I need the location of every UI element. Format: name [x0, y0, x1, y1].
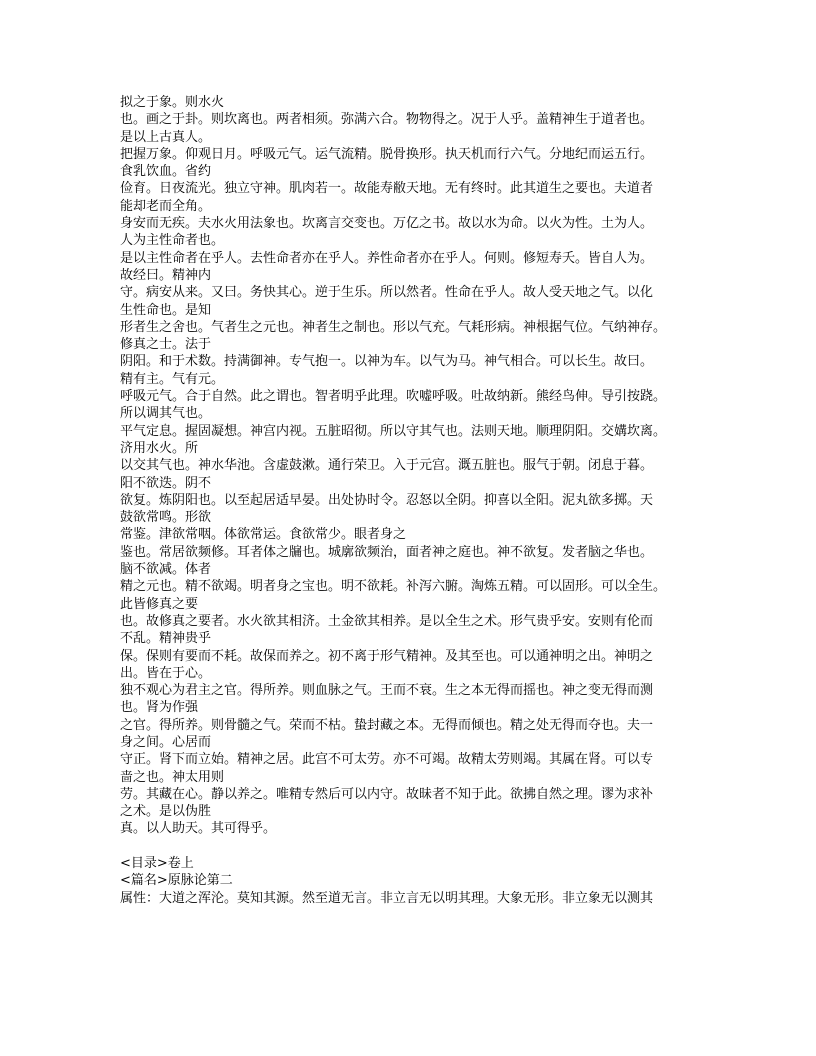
text-line: 鼓欲常鸣。形欲 [120, 510, 212, 526]
text-line: 以交其气也。神水华池。含虚鼓漱。通行荣卫。入于元宫。溉五脏也。服气于朝。闭息于暮。 [120, 458, 654, 474]
text-line: 是以主性命者在乎人。去性命者亦在乎人。养性命者亦在乎人。何则。修短寿夭。皆自人为。 [120, 250, 654, 266]
text-line: 独不观心为君主之官。得所养。则血脉之气。王而不衰。生之本无得而摇也。神之变无得而测 [120, 683, 654, 699]
text-line: 能却老而全角。 [120, 198, 212, 214]
text-line: 平气定息。握固凝想。神宫内视。五脏昭彻。所以守其气也。法则天地。顺理阴阳。交媾坎离。 [120, 423, 667, 439]
body-text [120, 94, 696, 838]
text-line: 也。故修真之要者。水火欲其相济。土金欲其相养。是以全生之术。形气贵乎安。安则有伦而 [120, 613, 654, 629]
text-line: 故经曰。精神内 [120, 267, 212, 283]
text-line: 是以上古真人。 [120, 129, 212, 145]
text-line: 身安而无疾。夫水火用法象也。坎离言交变也。万亿之书。故以水为命。以火为性。土为人。 [120, 216, 654, 232]
text-line: 生性命也。是知 [120, 302, 212, 318]
attribute-line: 属性：大道之浑沦。莫知其源。然至道无言。非立言无以明其理。大象无形。非立象无以测其 [120, 890, 654, 906]
text-line: 守正。肾下而立始。精神之居。此宫不可太劳。亦不可竭。故精太劳则竭。其属在肾。可以专 [120, 752, 654, 768]
text-line: 此皆修真之要 [120, 596, 199, 612]
text-line: 守。病安从来。又曰。务快其心。逆于生乐。所以然者。性命在乎人。故人受天地之气。以化 [120, 285, 654, 301]
text-line: 形者生之舍也。气者生之元也。神者生之制也。形以气充。气耗形病。神根据气位。气纳神存。 [120, 319, 667, 335]
toc-line: <目录>卷上 [120, 856, 194, 872]
text-line: 俭育。日夜流光。独立守神。肌肉若一。故能寿敝天地。无有终时。此其道生之要也。夫道者 [120, 181, 654, 197]
text-line: 阳不欲迭。阴不 [120, 475, 212, 491]
text-line: 之术。是以伪胜 [120, 804, 212, 820]
text-line: 精有主。气有元。 [120, 371, 225, 387]
chapter-title-line: <篇名>原脉论第二 [120, 873, 233, 889]
text-line: 欲复。炼阴阳也。以至起居适早晏。出处协时令。忍怒以全阴。抑喜以全阳。泥丸欲多掷。天 [120, 492, 654, 508]
text-line: 脑不欲减。体者 [120, 562, 212, 578]
text-line: 人为主性命者也。 [120, 233, 225, 249]
paragraph-gap [120, 838, 696, 855]
text-line: 不乱。精神贵乎 [120, 631, 212, 647]
text-line: 啬之也。神太用则 [120, 769, 225, 785]
text-line: 身之间。心居而 [120, 734, 212, 750]
text-line: 精之元也。精不欲竭。明者身之宝也。明不欲耗。补泻六腑。淘炼五精。可以固形。可以全生。 [120, 579, 667, 595]
text-line: 所以调其气也。 [120, 406, 212, 422]
text-line: 出。皆在于心。 [120, 665, 212, 681]
text-line: 鉴也。常居欲频修。耳者体之牖也。城廓欲频治，面者神之庭也。神不欲复。发者脑之华也。 [120, 544, 654, 560]
text-line: 修真之士。法于 [120, 337, 212, 353]
text-line: 劳。其藏在心。静以养之。唯精专然后可以内守。故昧者不知于此。欲拂自然之理。谬为求补 [120, 786, 654, 802]
text-line: 真。以人助天。其可得乎。 [120, 821, 277, 837]
text-line: 食乳饮血。省约 [120, 164, 212, 180]
text-line: 也。画之于卦。则坎离也。两者相须。弥满六合。物物得之。况于人乎。盖精神生于道者也。 [120, 112, 654, 128]
text-line: 拟之于象。则水火 [120, 95, 225, 110]
text-line: 阴阳。和于术数。持满御神。专气抱一。以神为车。以气为马。神气相合。可以长生。故曰。 [120, 354, 654, 370]
text-line: 之官。得所养。则骨髓之气。荣而不枯。蛰封藏之本。无得而倾也。精之处无得而夺也。夫一 [120, 717, 654, 733]
text-line: 呼吸元气。合于自然。此之谓也。智者明乎此理。吹嘘呼吸。吐故纳新。熊经鸟伸。导引按跷。 [120, 389, 667, 405]
document-page [120, 94, 696, 907]
text-line: 把握万象。仰观日月。呼吸元气。运气流精。脱骨换形。执天机而行六气。分地纪而运五行。 [120, 146, 654, 162]
text-line: 常鉴。津欲常咽。体欲常运。食欲常少。眼者身之 [120, 527, 407, 543]
text-line: 也。肾为作强 [120, 700, 199, 716]
text-line: 济用水火。所 [120, 440, 199, 456]
text-line: 保。保则有要而不耗。故保而养之。初不离于形气精神。及其至也。可以通神明之出。神明之 [120, 648, 654, 664]
